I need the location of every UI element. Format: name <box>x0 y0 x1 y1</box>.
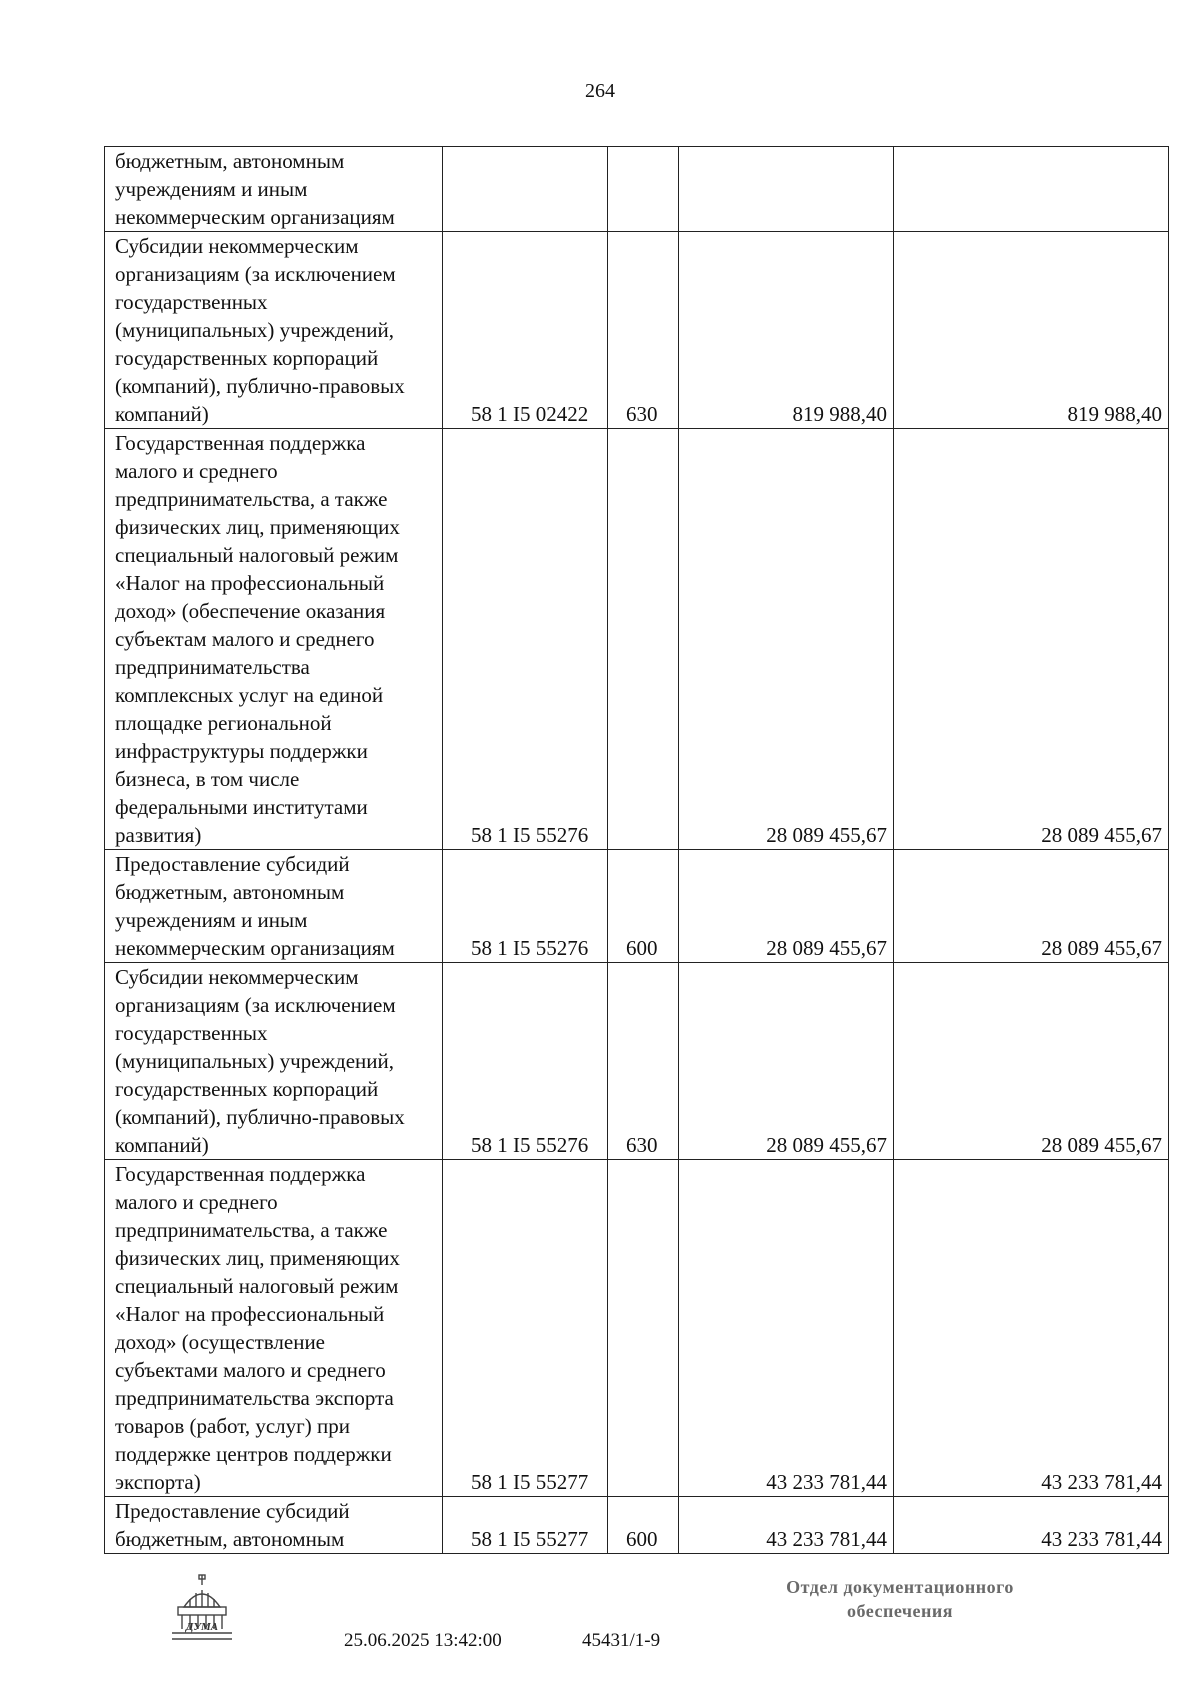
name-line: субъектами малого и среднего <box>115 1358 386 1382</box>
name-line: Предоставление субсидий <box>115 852 350 876</box>
footer-doc-number: 45431/1-9 <box>582 1630 661 1651</box>
cell-expense-type: 630 <box>608 963 679 1160</box>
footer-datetime: 25.06.2025 13:42:00 <box>344 1630 502 1651</box>
page-number: 264 <box>585 80 615 102</box>
cell-code: 58 1 I5 55276 <box>443 429 608 850</box>
name-line: (компаний), публично-правовых <box>115 1105 405 1129</box>
name-line: товаров (работ, услуг) при <box>115 1414 350 1438</box>
cell-sum-2: 819 988,40 <box>894 232 1169 429</box>
cell-name <box>105 147 443 232</box>
name-line: экспорта) <box>115 1470 201 1494</box>
name-line: комплексных услуг на единой <box>115 683 384 707</box>
cell-name <box>105 1160 443 1497</box>
name-line: физических лиц, применяющих <box>115 1246 400 1270</box>
department-stamp <box>740 1575 1060 1623</box>
cell-code: 58 1 I5 55276 <box>443 850 608 963</box>
cell-code: 58 1 I5 02422 <box>443 232 608 429</box>
cell-name <box>105 429 443 850</box>
cell-name <box>105 963 443 1160</box>
name-line: (муниципальных) учреждений, <box>115 1049 394 1073</box>
name-line: Государственная поддержка <box>115 1162 366 1186</box>
cell-expense-type: 630 <box>608 232 679 429</box>
name-line: предпринимательства, а также <box>115 487 388 511</box>
logo-text: ДУМА <box>185 1621 219 1633</box>
name-line: «Налог на профессиональный <box>115 1302 385 1326</box>
name-line: организациям (за исключением <box>115 262 396 286</box>
name-line: (муниципальных) учреждений, <box>115 318 394 342</box>
cell-expense-type <box>608 1160 679 1497</box>
name-line: «Налог на профессиональный <box>115 571 385 595</box>
name-line: Субсидии некоммерческим <box>115 965 359 989</box>
name-line: компаний) <box>115 402 209 426</box>
budget-table <box>104 146 1169 1554</box>
name-line: компаний) <box>115 1133 209 1157</box>
name-line: Субсидии некоммерческим <box>115 234 359 258</box>
table-row <box>105 147 1169 232</box>
name-line: бюджетным, автономным <box>115 880 345 904</box>
name-line: учреждениям и иным <box>115 177 308 201</box>
name-line: специальный налоговый режим <box>115 1274 399 1298</box>
name-line: федеральными институтами <box>115 795 368 819</box>
name-line: доход» (обеспечение оказания <box>115 599 386 623</box>
cell-sum-1: 43 233 781,44 <box>679 1160 894 1497</box>
cell-code <box>443 147 608 232</box>
cell-name <box>105 1497 443 1554</box>
name-line: государственных <box>115 1021 268 1045</box>
name-line: малого и среднего <box>115 1190 278 1214</box>
name-line: Государственная поддержка <box>115 431 366 455</box>
name-line: бюджетным, автономным <box>115 149 345 173</box>
cell-sum-1 <box>679 147 894 232</box>
cell-sum-2 <box>894 147 1169 232</box>
table-row <box>105 1160 1169 1497</box>
name-line: малого и среднего <box>115 459 278 483</box>
table-row <box>105 963 1169 1160</box>
name-line: бизнеса, в том числе <box>115 767 300 791</box>
cell-expense-type: 600 <box>608 850 679 963</box>
name-line: Предоставление субсидий <box>115 1499 350 1523</box>
cell-code: 58 1 I5 55277 <box>443 1160 608 1497</box>
name-line: государственных корпораций <box>115 346 379 370</box>
name-line: поддержке центров поддержки <box>115 1442 392 1466</box>
name-line: инфраструктуры поддержки <box>115 739 368 763</box>
table-row <box>105 232 1169 429</box>
cell-sum-1: 28 089 455,67 <box>679 850 894 963</box>
name-line: бюджетным, автономным <box>115 1527 345 1551</box>
cell-sum-1: 28 089 455,67 <box>679 429 894 850</box>
name-line: предпринимательства, а также <box>115 1218 388 1242</box>
cell-expense-type <box>608 429 679 850</box>
cell-sum-2: 28 089 455,67 <box>894 963 1169 1160</box>
name-line: развития) <box>115 823 202 847</box>
cell-sum-2: 43 233 781,44 <box>894 1497 1169 1554</box>
table-row <box>105 1497 1169 1554</box>
name-line: организациям (за исключением <box>115 993 396 1017</box>
name-line: некоммерческим организациям <box>115 936 395 960</box>
cell-sum-1: 43 233 781,44 <box>679 1497 894 1554</box>
cell-code: 58 1 I5 55277 <box>443 1497 608 1554</box>
table-row <box>105 850 1169 963</box>
cell-name <box>105 850 443 963</box>
name-line: физических лиц, применяющих <box>115 515 400 539</box>
name-line: доход» (осуществление <box>115 1330 325 1354</box>
name-line: государственных <box>115 290 268 314</box>
name-line: предпринимательства экспорта <box>115 1386 394 1410</box>
name-line: площадке региональной <box>115 711 332 735</box>
table-row <box>105 429 1169 850</box>
cell-sum-1: 28 089 455,67 <box>679 963 894 1160</box>
name-line: специальный налоговый режим <box>115 543 399 567</box>
duma-logo <box>170 1573 234 1643</box>
cell-name <box>105 232 443 429</box>
stamp-line-1: Отдел документационного <box>786 1577 1014 1597</box>
name-line: некоммерческим организациям <box>115 205 395 229</box>
cell-code: 58 1 I5 55276 <box>443 963 608 1160</box>
stamp-line-2: обеспечения <box>847 1601 953 1621</box>
name-line: (компаний), публично-правовых <box>115 374 405 398</box>
name-line: субъектам малого и среднего <box>115 627 375 651</box>
cell-sum-1: 819 988,40 <box>679 232 894 429</box>
name-line: государственных корпораций <box>115 1077 379 1101</box>
name-line: учреждениям и иным <box>115 908 308 932</box>
name-line: предпринимательства <box>115 655 310 679</box>
cell-sum-2: 43 233 781,44 <box>894 1160 1169 1497</box>
cell-sum-2: 28 089 455,67 <box>894 850 1169 963</box>
cell-expense-type: 600 <box>608 1497 679 1554</box>
cell-sum-2: 28 089 455,67 <box>894 429 1169 850</box>
cell-expense-type <box>608 147 679 232</box>
